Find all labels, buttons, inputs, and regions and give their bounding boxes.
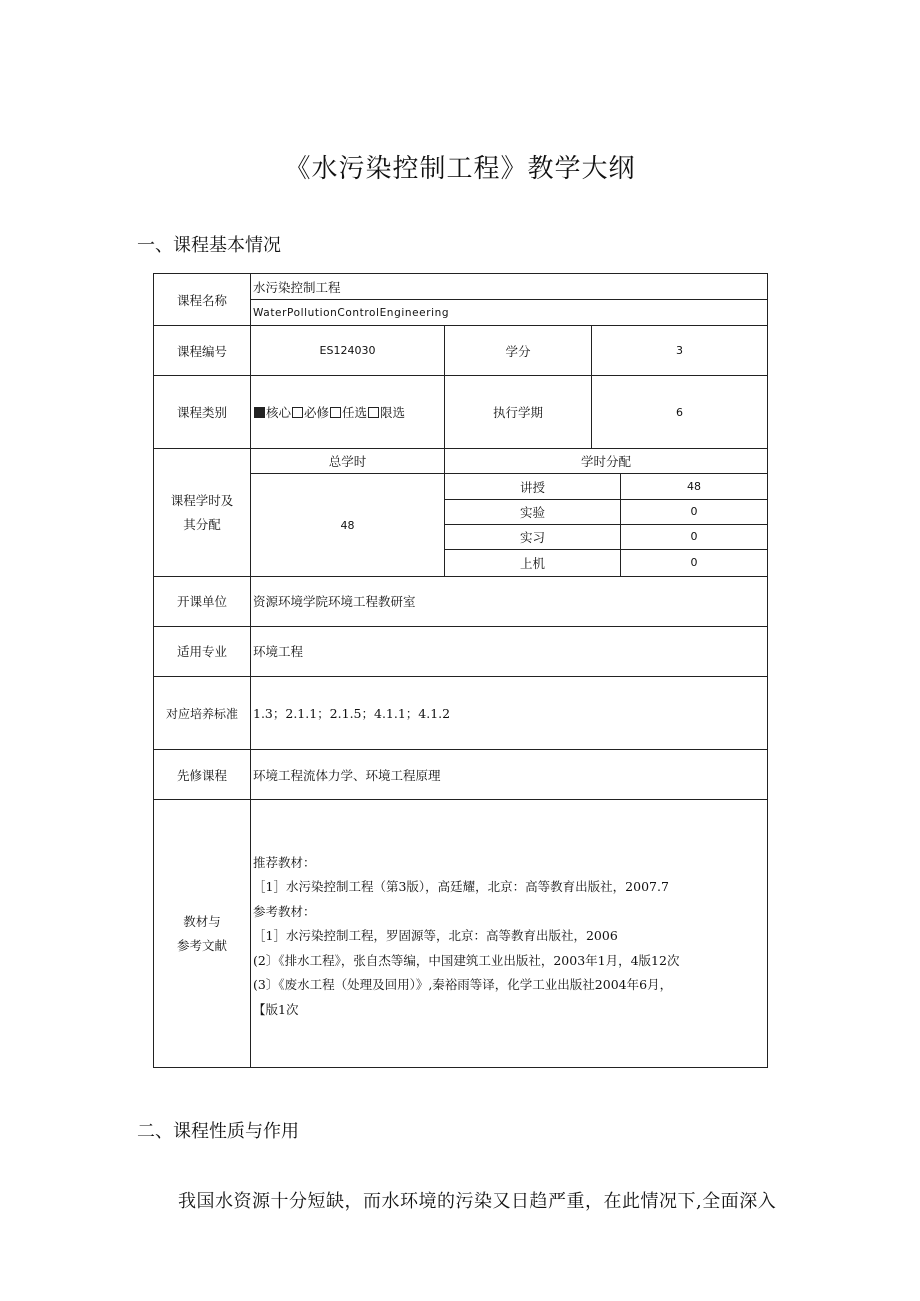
checkbox-limited: [368, 407, 379, 418]
semester-label: 执行学期: [445, 376, 592, 449]
reference-line: ［1］水污染控制工程，罗固源等，北京：高等教育出版社，2006: [253, 928, 618, 944]
semester-value: 6: [592, 376, 768, 449]
reference-line: (3〕《废水工程（处理及回用）》,秦裕雨等译，化学工业出版社2004年6月，: [253, 977, 673, 993]
checkbox-core-checked: [254, 407, 265, 418]
course-category-label: 课程类别: [154, 376, 251, 449]
distribution-hours: 0: [621, 524, 768, 549]
total-hours-value: 48: [251, 474, 445, 576]
reference-line: (2〕《排水工程》，张自杰等编，中国建筑工业出版社，2003年1月，4版12次: [253, 952, 680, 968]
hours-label-line2: 其分配: [183, 516, 221, 532]
reference-line: 推荐教材：: [253, 854, 316, 870]
references-label: [154, 800, 251, 1068]
references-list: [251, 800, 768, 1068]
course-category-options: [251, 376, 445, 449]
credit-value: 3: [592, 326, 768, 376]
course-info-table: [153, 273, 768, 1068]
standard-value: 1.3；2.1.1；2.1.5；4.1.1；4.1.2: [251, 676, 768, 749]
course-name-en: WaterPollutionControlEngineering: [251, 300, 768, 326]
distribution-type: 实验: [445, 499, 621, 524]
distribution-type: 讲授: [445, 474, 621, 499]
course-name-cn: 水污染控制工程: [251, 274, 768, 300]
reference-line: 【版1次: [253, 1001, 299, 1017]
document-title: 《水污染控制工程》教学大纲: [284, 154, 636, 184]
section-heading-basic-info: 一、课程基本情况: [137, 235, 281, 256]
references-label-line1: 教材与: [183, 913, 221, 929]
checkbox-required: [292, 407, 303, 418]
credit-label: 学分: [445, 326, 592, 376]
prereq-value: 环境工程流体力学、环境工程原理: [251, 750, 768, 800]
distribution-hours: 0: [621, 499, 768, 524]
hours-label: [154, 449, 251, 576]
distribution-label: 学时分配: [445, 449, 768, 474]
course-name-label: 课程名称: [154, 274, 251, 326]
distribution-type: 实习: [445, 524, 621, 549]
major-value: 环境工程: [251, 626, 768, 676]
prereq-label: 先修课程: [154, 750, 251, 800]
reference-line: 参考教材：: [253, 903, 316, 919]
reference-line: ［1］水污染控制工程（第3版），高廷耀，北京：高等教育出版社，2007.7: [253, 879, 669, 895]
major-label: 适用专业: [154, 626, 251, 676]
body-paragraph: 我国水资源十分短缺，而水环境的污染又日趋严重，在此情况下,全面深入: [178, 1191, 777, 1212]
references-label-line2: 参考文献: [176, 937, 227, 953]
total-hours-label: 总学时: [251, 449, 445, 474]
course-code-value: ES124030: [251, 326, 445, 376]
option-elective: 任选: [342, 405, 368, 421]
checkbox-elective: [330, 407, 341, 418]
option-core: 核心: [266, 405, 292, 421]
distribution-hours: 0: [621, 549, 768, 576]
hours-label-line1: 课程学时及: [170, 492, 234, 508]
department-value: 资源环境学院环境工程教研室: [251, 576, 768, 626]
standard-label: 对应培养标准: [154, 676, 251, 749]
distribution-hours: 48: [621, 474, 768, 499]
option-limited: 限选: [380, 405, 406, 421]
course-code-label: 课程编号: [154, 326, 251, 376]
option-required: 必修: [304, 405, 330, 421]
section-heading-nature: 二、课程性质与作用: [137, 1121, 299, 1142]
distribution-type: 上机: [445, 549, 621, 576]
department-label: 开课单位: [154, 576, 251, 626]
